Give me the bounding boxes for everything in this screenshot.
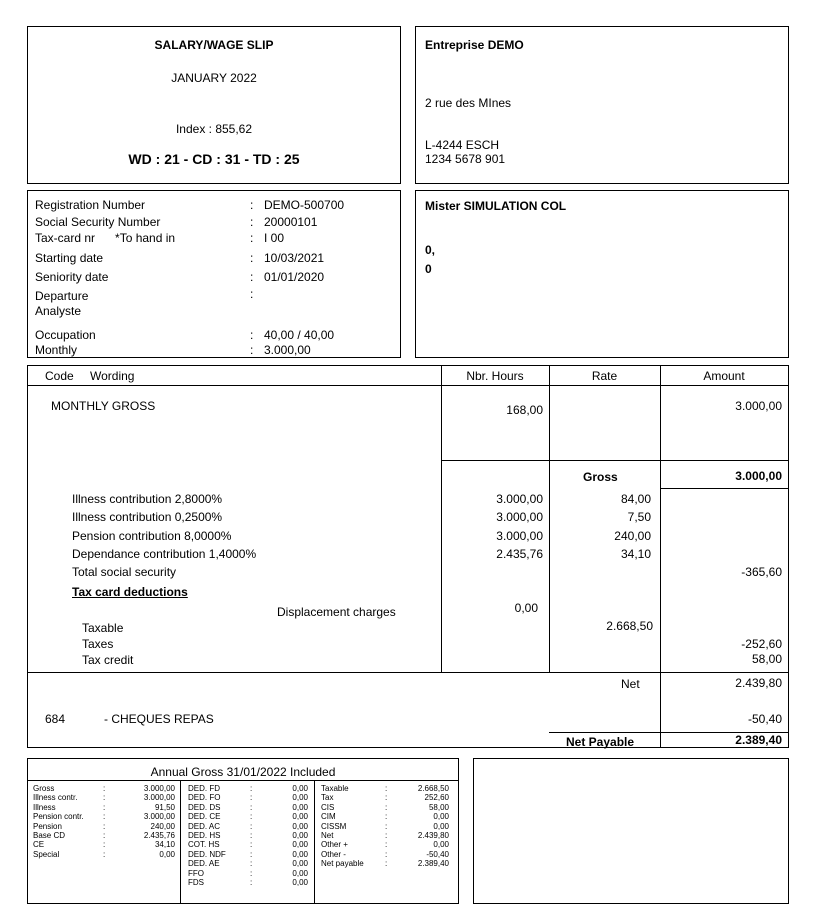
contribution-label: Dependance contribution 1,4000% <box>72 547 257 561</box>
taxes-amount: -252,60 <box>741 637 782 651</box>
info-label-analyste: Analyste <box>35 304 82 318</box>
info-value-monthly: 3.000,00 <box>264 343 311 357</box>
info-label-registration: Registration Number <box>35 198 146 212</box>
annual-col2 <box>188 784 308 887</box>
company-city: L-4244 ESCH <box>425 138 500 152</box>
annual-row: Taxable : 2.668,50 <box>321 784 449 793</box>
annual-row: Other + : 0,00 <box>321 840 449 850</box>
annual-summary-box <box>27 758 459 904</box>
annual-row: Tax : 252,60 <box>321 793 449 803</box>
contribution-base: 3.000,00 <box>496 529 543 543</box>
company-phone: 1234 5678 901 <box>425 152 506 166</box>
annual-row: Net payable : 2.389,40 <box>321 859 449 869</box>
monthly-gross-hours: 168,00 <box>506 403 543 417</box>
annual-col3 <box>321 784 449 869</box>
annual-row: DED. FD : 0,00 <box>188 784 308 793</box>
contribution-base: 3.000,00 <box>496 492 543 506</box>
cheques-amount: -50,40 <box>747 712 782 726</box>
payslip-table <box>27 365 789 748</box>
table-header-divider <box>28 385 788 386</box>
contribution-base: 2.435,76 <box>496 547 543 561</box>
displacement-label: Displacement charges <box>277 605 396 619</box>
annual-row: Pension contr. : 3.000,00 <box>33 812 175 822</box>
annual-row: Illness contr. : 3.000,00 <box>33 793 175 803</box>
gross-divider <box>441 460 789 461</box>
header-hours: Nbr. Hours <box>466 369 524 383</box>
gross-amount-underline <box>660 488 789 489</box>
company-address: 2 rue des MInes <box>425 96 512 110</box>
info-value-registration: DEMO-500700 <box>264 198 345 212</box>
slip-header-box <box>27 26 401 184</box>
slip-period: JANUARY 2022 <box>171 71 257 85</box>
annual-row: CIM : 0,00 <box>321 812 449 822</box>
net-payable-amount: 2.389,40 <box>735 733 782 747</box>
taxes-label: Taxes <box>82 637 114 651</box>
contribution-label: Pension contribution 8,0000% <box>72 529 232 543</box>
contribution-amount: 240,00 <box>614 529 651 543</box>
annual-row: Net : 2.439,80 <box>321 830 449 840</box>
contribution-base: 3.000,00 <box>496 510 543 524</box>
info-sep: : <box>250 251 254 265</box>
annual-row: DED. NDF : 0,00 <box>188 849 308 859</box>
info-label-departure: Departure <box>35 289 89 303</box>
info-value-ssn: 20000101 <box>264 215 318 229</box>
info-value-starting: 10/03/2021 <box>264 251 325 265</box>
employee-info-box <box>27 190 401 358</box>
net-divider <box>28 672 788 673</box>
tax-card-heading: Tax card deductions <box>72 585 188 599</box>
annual-col-divider <box>314 780 315 904</box>
tax-credit-amount: 58,00 <box>751 652 782 666</box>
employee-name: Mister SIMULATION COL <box>425 199 567 213</box>
annual-row: CISSM : 0,00 <box>321 821 449 831</box>
header-rate: Rate <box>591 369 618 383</box>
info-sep: : <box>250 198 254 212</box>
annual-title-divider <box>28 780 458 781</box>
info-sep: : <box>250 343 254 357</box>
header-code: Code <box>45 369 74 383</box>
info-label-starting: Starting date <box>35 251 104 265</box>
info-label-occupation: Occupation <box>35 328 96 342</box>
annual-row: Pension : 240,00 <box>33 821 175 831</box>
net-amount: 2.439,80 <box>735 676 782 690</box>
contribution-label: Illness contribution 2,8000% <box>72 492 223 506</box>
monthly-gross-label: MONTHLY GROSS <box>51 399 156 413</box>
taxable-amount: 2.668,50 <box>606 619 653 633</box>
total-social-amount: -365,60 <box>741 565 782 579</box>
info-label-monthly: Monthly <box>35 343 78 357</box>
annual-row: DED. HS : 0,00 <box>188 830 308 840</box>
info-sep: : <box>250 287 254 301</box>
col-divider <box>660 366 661 748</box>
annual-row: Base CD : 2.435,76 <box>33 830 175 840</box>
annual-row: DED. FO : 0,00 <box>188 793 308 803</box>
info-label-taxcard: Tax-card nr *To hand in <box>35 231 176 245</box>
annual-row: DED. DS : 0,00 <box>188 802 308 812</box>
displacement-hours: 0,00 <box>514 601 538 615</box>
info-sep: : <box>250 215 254 229</box>
slip-title: SALARY/WAGE SLIP <box>154 38 274 52</box>
annual-row: FDS : 0,00 <box>188 877 308 887</box>
annual-row: DED. AE : 0,00 <box>188 859 308 869</box>
header-wording: Wording <box>90 369 135 383</box>
contribution-amount: 84,00 <box>620 492 651 506</box>
annual-row: DED. CE : 0,00 <box>188 812 308 822</box>
annual-title: Annual Gross 31/01/2022 Included <box>150 765 336 779</box>
slip-index: Index : 855,62 <box>175 122 253 136</box>
contribution-label: Illness contribution 0,2500% <box>72 510 223 524</box>
slip-days: WD : 21 - CD : 31 - TD : 25 <box>128 151 300 167</box>
total-social-label: Total social security <box>72 565 177 579</box>
annual-row: Other - : -50,40 <box>321 849 449 859</box>
employee-line2: 0 <box>425 262 432 276</box>
annual-row: FFO : 0,00 <box>188 868 308 878</box>
header-amount: Amount <box>703 369 745 383</box>
annual-row: DED. AC : 0,00 <box>188 821 308 831</box>
employee-line1: 0, <box>425 243 436 257</box>
annual-col1 <box>33 784 175 859</box>
annual-row: CIS : 58,00 <box>321 802 449 812</box>
tax-credit-label: Tax credit <box>82 653 134 667</box>
info-sep: : <box>250 231 254 245</box>
annual-row: CE : 34,10 <box>33 840 175 850</box>
net-label: Net <box>621 677 640 691</box>
taxable-label: Taxable <box>82 621 124 635</box>
info-sep: : <box>250 328 254 342</box>
info-value-occupation: 40,00 / 40,00 <box>264 328 335 342</box>
annual-row: Illness : 91,50 <box>33 802 175 812</box>
contribution-amount: 34,10 <box>620 547 651 561</box>
annual-row: Gross : 3.000,00 <box>33 784 175 793</box>
info-label-seniority: Seniority date <box>35 270 109 284</box>
info-sep: : <box>250 270 254 284</box>
gross-amount: 3.000,00 <box>735 469 782 483</box>
monthly-gross-amount: 3.000,00 <box>735 399 782 413</box>
company-box <box>415 26 789 184</box>
annual-row: Special : 0,00 <box>33 849 175 859</box>
contribution-amount: 7,50 <box>627 510 651 524</box>
annual-row: COT. HS : 0,00 <box>188 840 308 850</box>
annual-col-divider <box>180 780 181 904</box>
info-value-taxcard: I 00 <box>264 231 285 245</box>
info-value-seniority: 01/01/2020 <box>264 270 325 284</box>
notes-box <box>473 758 789 904</box>
cheques-label: - CHEQUES REPAS <box>104 712 214 726</box>
cheques-code: 684 <box>45 712 66 726</box>
info-label-ssn: Social Security Number <box>35 215 161 229</box>
gross-label: Gross <box>583 470 618 484</box>
net-payable-label: Net Payable <box>566 735 635 749</box>
company-name: Entreprise DEMO <box>425 38 524 52</box>
employee-box <box>415 190 789 358</box>
